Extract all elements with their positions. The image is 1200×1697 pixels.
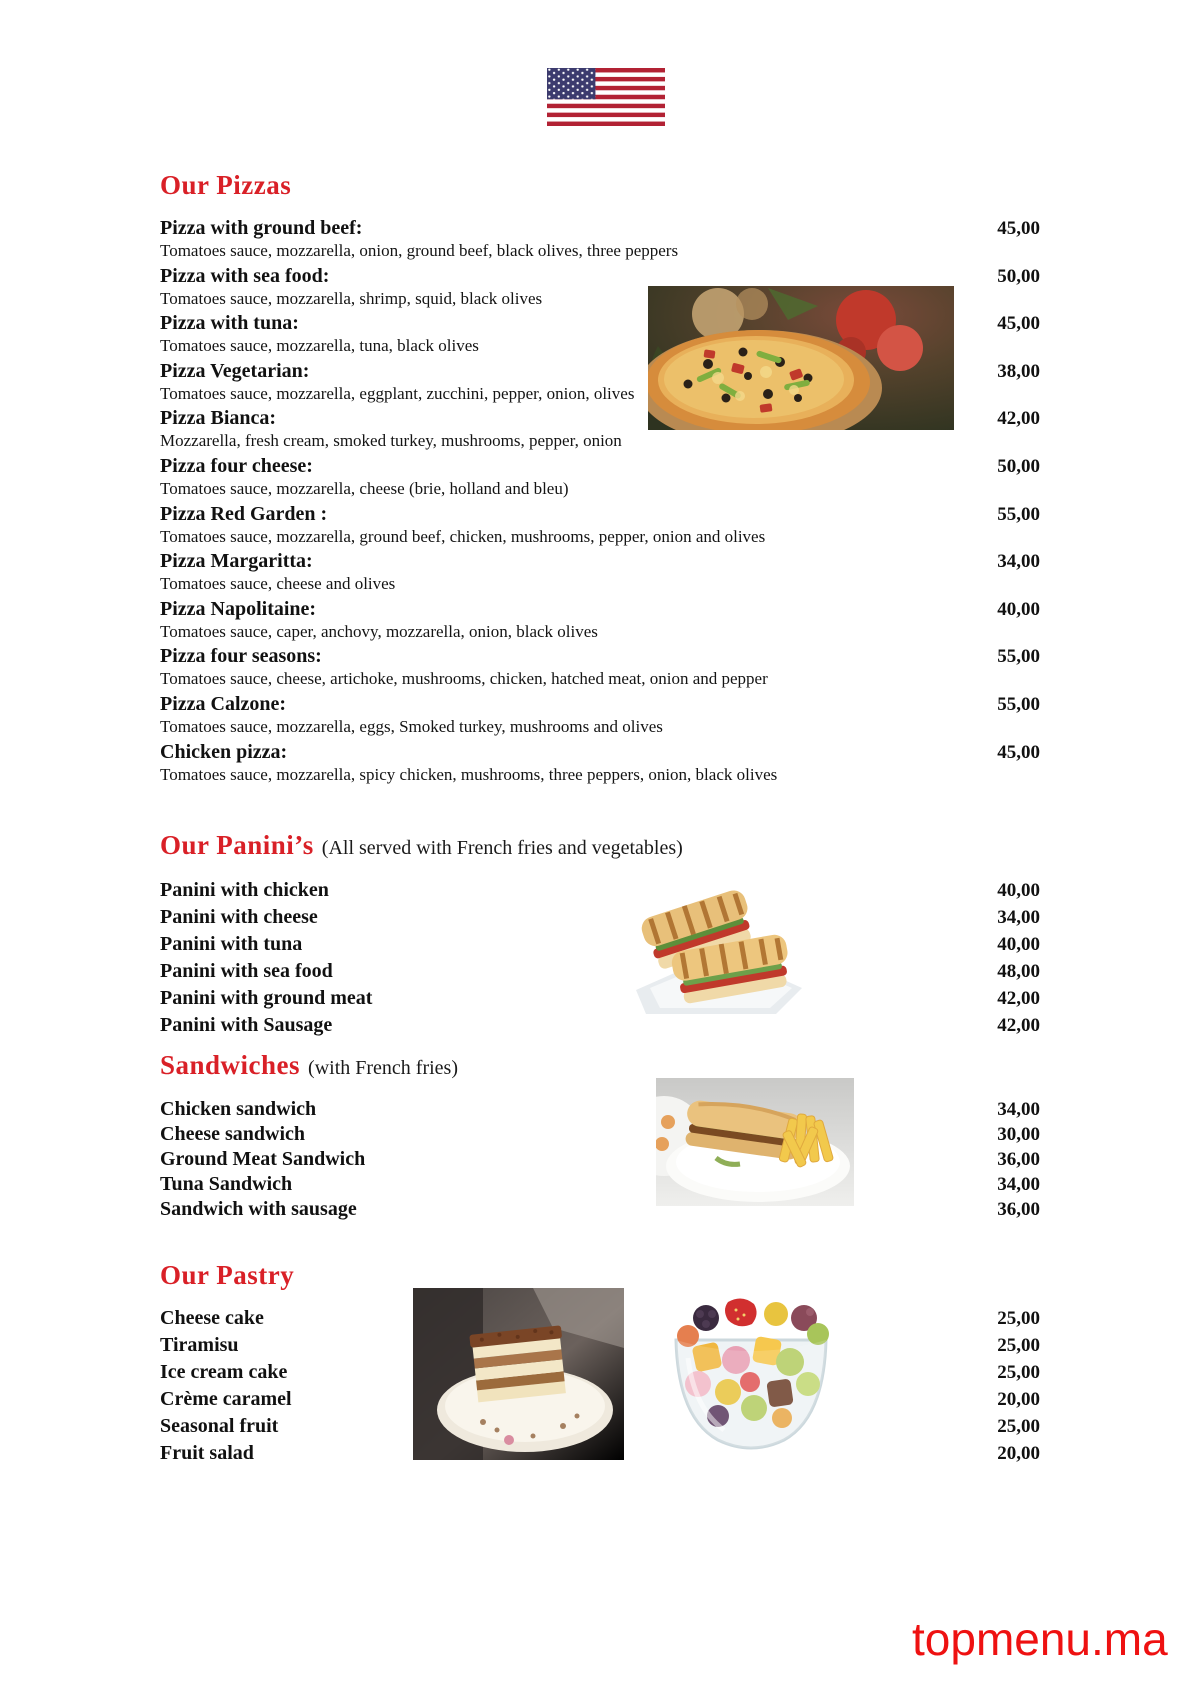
menu-item-price: 42,00 [997, 408, 1040, 430]
menu-item-name: Ground Meat Sandwich [160, 1148, 366, 1170]
panini-photo [626, 870, 802, 1014]
menu-item-price: 34,00 [997, 907, 1040, 928]
menu-item-name: Ice cream cake [160, 1361, 288, 1383]
section-subtitle: (All served with French fries and vegetables) [321, 837, 683, 859]
menu-item-name: Pizza Napolitaine: [160, 597, 317, 620]
menu-item-price: 50,00 [997, 265, 1040, 287]
menu-item-name: Panini with Sausage [160, 1014, 333, 1036]
menu-item-row [160, 1147, 1040, 1172]
menu-item-name: Pizza with tuna: [160, 312, 299, 335]
section-heading [160, 1048, 1040, 1085]
menu-item-desc: Tomatoes sauce, cheese and olives [160, 574, 396, 594]
menu-item-price: 25,00 [997, 1308, 1040, 1329]
section-title: Our Pastry [160, 1260, 295, 1290]
section-subtitle: (with French fries) [308, 1057, 458, 1079]
menu-item-desc: Tomatoes sauce, mozzarella, eggplant, zucchini, pepper, onion, olives [160, 383, 635, 403]
menu-item-name: Crème caramel [160, 1388, 292, 1410]
menu-item-price: 25,00 [997, 1362, 1040, 1383]
menu-item-desc: Tomatoes sauce, caper, anchovy, mozzarella, onion, black olives [160, 621, 598, 641]
section-pizzas [160, 168, 1040, 788]
section-title: Sandwiches [160, 1050, 301, 1080]
menu-item-price: 34,00 [997, 1174, 1040, 1195]
menu-item-name: Chicken pizza: [160, 740, 288, 763]
menu-item-name: Tiramisu [160, 1334, 239, 1356]
menu-item-price: 40,00 [997, 598, 1040, 620]
menu-item-desc: Mozzarella, fresh cream, smoked turkey, mushrooms, pepper, onion [160, 431, 622, 451]
menu-item-name: Pizza Margaritta: [160, 550, 313, 573]
menu-item-name: Sandwich with sausage [160, 1198, 357, 1220]
menu-item-row [160, 1122, 1040, 1147]
menu-item-name: Tuna Sandwich [160, 1173, 293, 1195]
menu-item-desc: Tomatoes sauce, mozzarella, tuna, black olives [160, 336, 479, 356]
menu-item-price: 45,00 [997, 741, 1040, 763]
menu-item-price: 34,00 [997, 551, 1040, 573]
menu-item-name: Cheese cake [160, 1307, 264, 1329]
menu-item-list [160, 1097, 1040, 1222]
menu-item-row [160, 503, 1040, 551]
section-title: Our Pizzas [160, 170, 292, 200]
menu-item-name: Cheese sandwich [160, 1123, 306, 1145]
menu-item-name: Fruit salad [160, 1442, 254, 1464]
menu-item-row [160, 598, 1040, 646]
menu-item-row [160, 931, 1040, 958]
sandwich-photo [656, 1078, 854, 1206]
menu-item-price: 45,00 [997, 313, 1040, 335]
menu-item-name: Pizza four cheese: [160, 454, 313, 477]
section-heading [160, 168, 1040, 205]
section-sandwiches [160, 1048, 1040, 1222]
menu-item-price: 30,00 [997, 1124, 1040, 1145]
menu-item-name: Pizza Calzone: [160, 692, 287, 715]
menu-item-price: 42,00 [997, 988, 1040, 1009]
menu-item-row [160, 741, 1040, 789]
menu-item-price: 34,00 [997, 1099, 1040, 1120]
menu-item-desc: Tomatoes sauce, mozzarella, shrimp, squid, black olives [160, 288, 543, 308]
menu-item-name: Pizza Vegetarian: [160, 359, 310, 382]
menu-item-row [160, 877, 1040, 904]
menu-item-price: 40,00 [997, 934, 1040, 955]
section-heading [160, 828, 1040, 865]
menu-item-name: Pizza Red Garden : [160, 502, 328, 525]
menu-item-name: Chicken sandwich [160, 1098, 317, 1120]
menu-item-row [160, 1172, 1040, 1197]
menu-item-price: 25,00 [997, 1416, 1040, 1437]
menu-item-row [160, 985, 1040, 1012]
menu-item-price: 55,00 [997, 693, 1040, 715]
pizza-photo [648, 286, 954, 430]
menu-item-name: Pizza four seasons: [160, 645, 322, 668]
menu-item-row [160, 958, 1040, 985]
menu-item-price: 38,00 [997, 360, 1040, 382]
us-flag-image [547, 68, 665, 126]
menu-item-row [160, 1197, 1040, 1222]
menu-item-name: Panini with cheese [160, 906, 318, 928]
menu-item-row [160, 1097, 1040, 1122]
menu-item-name: Panini with sea food [160, 960, 333, 982]
watermark: topmenu.ma [912, 1613, 1168, 1665]
menu-item-price: 55,00 [997, 503, 1040, 525]
section-paninis [160, 828, 1040, 1039]
menu-item-row [160, 550, 1040, 598]
menu-item-price: 25,00 [997, 1335, 1040, 1356]
section-title: Our Panini’s [160, 830, 314, 860]
menu-item-desc: Tomatoes sauce, mozzarella, eggs, Smoked turkey, mushrooms and olives [160, 716, 663, 736]
menu-item-row [160, 455, 1040, 503]
menu-item-price: 20,00 [997, 1443, 1040, 1464]
menu-item-name: Panini with ground meat [160, 987, 373, 1009]
menu-item-name: Pizza Bianca: [160, 407, 277, 430]
menu-item-row [160, 217, 1040, 265]
menu-item-list [160, 877, 1040, 1039]
menu-item-price: 48,00 [997, 961, 1040, 982]
menu-item-price: 40,00 [997, 880, 1040, 901]
menu-item-name: Panini with chicken [160, 879, 329, 901]
menu-item-price: 50,00 [997, 455, 1040, 477]
menu-item-price: 42,00 [997, 1015, 1040, 1036]
menu-item-price: 45,00 [997, 218, 1040, 239]
menu-item-row [160, 693, 1040, 741]
menu-item-desc: Tomatoes sauce, mozzarella, ground beef, chicken, mushrooms, pepper, onion and olives [160, 526, 766, 546]
tiramisu-photo [413, 1288, 624, 1460]
menu-item-price: 20,00 [997, 1389, 1040, 1410]
menu-item-desc: Tomatoes sauce, mozzarella, onion, ground beef, black olives, three peppers [160, 241, 679, 260]
menu-item-row [160, 645, 1040, 693]
fruit-salad-photo [658, 1288, 844, 1460]
menu-item-price: 55,00 [997, 646, 1040, 668]
menu-item-name: Pizza with ground beef: [160, 217, 363, 239]
menu-item-desc: Tomatoes sauce, cheese, artichoke, mushrooms, chicken, hatched meat, onion and pepper [160, 669, 768, 689]
menu-item-name: Panini with tuna [160, 933, 303, 955]
menu-item-row [160, 1012, 1040, 1039]
menu-item-desc: Tomatoes sauce, mozzarella, spicy chicken, mushrooms, three peppers, onion, black olives [160, 764, 778, 784]
menu-item-row [160, 904, 1040, 931]
menu-item-name: Pizza with sea food: [160, 264, 330, 287]
menu-item-name: Seasonal fruit [160, 1415, 279, 1437]
menu-item-desc: Tomatoes sauce, mozzarella, cheese (brie, holland and bleu) [160, 478, 569, 498]
menu-item-price: 36,00 [997, 1149, 1040, 1170]
menu-item-price: 36,00 [997, 1199, 1040, 1220]
